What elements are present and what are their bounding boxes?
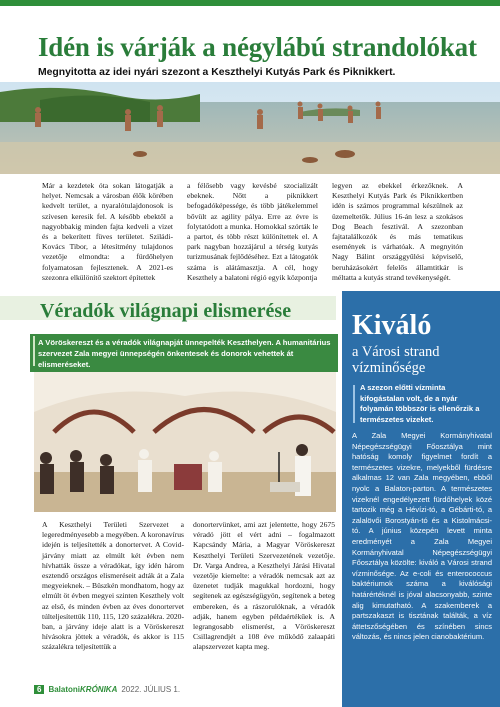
article-title: Idén is várják a négylábú strandolókat (38, 32, 477, 62)
brand-name-2: KRÓNIKA (80, 685, 118, 694)
article2-column-1: A Keszthelyi Területi Szervezet a legeredményesebb a megyében. A koronavírus idején is teljesítették a donortervet. A Covid-járvány miatt az elmúlt két évben nem hívhatták össze a véradókat, így idén három esztendő országos elismeréseit adták át a Zala megyeieknek. – Büszkén mondhatom, hogy az elmúlt öt évben megyei szinten Keszthely volt az első, és minden évben az éves donortervet túlteljesítettük 110, 115, 120 százalékra. 2020-ban, a járvány ideje alatt is a Vöröskereszt hívásokra jöttek a véradók, és akkor is 115 százalékra teljesítettük a (42, 520, 184, 652)
article2-lead: A Vöröskereszt és a véradók világnapját ünnepelték Keszthelyen. A humanitárius szervezet Zala megyei ünnepségén önkentesek és donorok vehettek át elismeréseket. (38, 338, 331, 369)
article1-column-3: legyen az ebekkel érkezőknek. A Keszthelyi Kutyás Park és Piknikkertben idén is számos programmal készülnek az üzemeltetők. Július 16-án lesz a szokásos Dog Beach fesztivál. A szezonban fajtatalálkozók és más tematikus események is várhatóak. A megnyitón Nagy Bálint országgyűlési képviselő, beruházásokért felelős államtitkár is méltatta a kutyás strand tevékenységét. (332, 181, 463, 282)
article2-title: Véradók világnapi elismerése (40, 300, 292, 322)
brand-name: Balatoni (48, 685, 81, 694)
page-footer (34, 685, 180, 697)
beach-photo (0, 82, 500, 174)
sidebar-lead: A szezon előtti vízminta kifogástalan volt, de a nyár folyamán többször is ellenőrzik a természetes vizeket. (360, 383, 480, 424)
page-number: 6 (34, 685, 44, 694)
lead-marker (33, 336, 35, 366)
issue-date: 2022. JÚLIUS 1. (121, 685, 181, 694)
sidebar-subtitle: a Városi strand vízminősége (352, 344, 440, 376)
sidebar-body: A Zala Megyei Kormányhivatal Népegészségügyi Főosztálya mint hatóság komoly figyelmet fordít a természetes vizekre, melyekből fürdésre alkalmas 12 van Zala megyében, ebből nyolc a Balaton-parton. A természetes vizeknél engedélyezett fürdőhelyek közé tartozik még a Hévízi-tó, a Gébárti-tó, a zalalövői Borostyán-tó és a Kistolmácsi-tó. A június közepén levett minta eredményét a Zala Megyei Kormányhivatal Népegészségügyi Főosztálya közölte: kiváló a Városi strand vízminősége. Az e-coli és enterococcus baktériumok száma a kiválósági határértéknél is jóval alacsonyabb, szinte alig kimutatható. A szakemberek a partszakaszt is tisztának találták, a víz áttetszőségében és színében sincs változás, és nincs jelen cianobaktérium. (352, 431, 492, 642)
article-subtitle: Megnyitotta az idei nyári szezont a Keszthelyi Kutyás Park és Piknikkert. (38, 67, 396, 78)
article1-column-2: a félősebb vagy kevésbé szocializált ebeknek. Nőtt a piknikkert befogadóképessége, és több játékelemmel bővült az agility pálya. Erre az évre is folytatódott a munka. Homokkal szórták le a partot, és több részt különítettek el. A park nagyban hozzájárul a térség kutyás turizmusának fejlődéséhez. Ezt a látogatók száma is alátámasztja. A cél, hogy Keszthely a balatoni régió egyik központja (187, 181, 318, 282)
article2-column-2: donortervünket, ami azt jelentette, hogy 2675 véradó jött el vért adni – fogalmazott Kapcsándy Mária, a Magyar Vöröskereszt Keszthelyi Területi Szervezetének vezetője. Dr. Varga Andrea, a Keszthelyi Járási Hivatal vezetője kiemelte: a véradók nemcsak azt az üzenetet tudják magukkal hordozni, hogy segítenek az egészségügyön, segítenek a beteg embereken, és a rászorulóknak, a véradók adják, hanem egyben példaértékűek is. A legrangosabb elismerést, a Vöröskereszt Csillagrendjét a 108 éve működő zalaapáti alapszervezet kapta meg. (193, 520, 335, 652)
sidebar-lead-marker (353, 385, 355, 423)
ceremony-photo (34, 372, 336, 512)
article1-column-1: Már a kezdetek óta sokan látogatják a helyet. Nemcsak a városban élők körében kedvelt terület, a nyaralótulajdonosok is szívesen keresik fel. A később ebektől a nagyobbakig minden fajta kedveli a vizet és a bekerített füves területet. Sziládi-Kovács Tibor, a létesítmény tulajdonos vezetője elmondta: a fürdőhelyen folyamatosan fejlesztenek. A 2021-es szezonra elkülönítő szektort építettek (42, 181, 173, 282)
accent-bar (0, 0, 500, 6)
sidebar-title: Kiváló (352, 310, 432, 341)
